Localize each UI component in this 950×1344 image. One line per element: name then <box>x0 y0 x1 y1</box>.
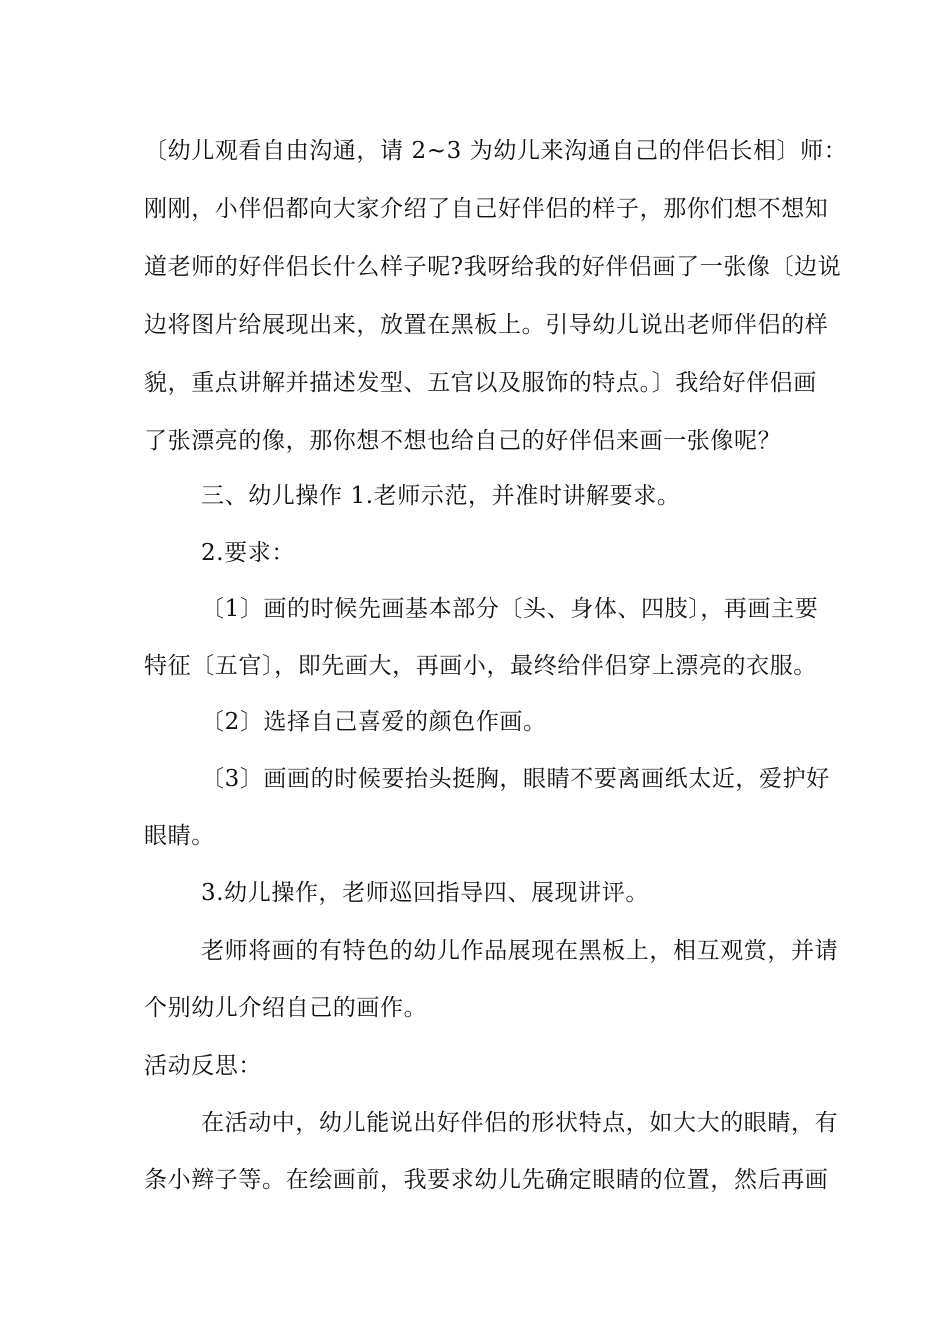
text-line: 个别幼儿介绍自己的画作。 <box>144 995 428 1021</box>
text-line: 道老师的好伴侣长什么样子呢?我呀给我的好伴侣画了一张像〔边说 <box>144 254 842 280</box>
text-line: 〔幼儿观看自由沟通，请 2~3 为幼儿来沟通自己的伴侣长相〕师： <box>144 138 848 164</box>
list-item: 〔1〕画的时候先画基本部分〔头、身体、四肢〕，再画主要 <box>201 596 819 622</box>
text-line: 貌，重点讲解并描述发型、五官以及服饰的特点。〕我给好伴侣画 <box>144 370 817 396</box>
section-heading: 活动反思： <box>144 1053 262 1079</box>
section-heading: 三、幼儿操作 1.老师示范，并准时讲解要求。 <box>201 483 681 509</box>
text-line: 刚刚，小伴侣都向大家介绍了自己好伴侣的样子，那你们想不想知 <box>144 196 829 222</box>
text-line: 2.要求： <box>201 540 295 566</box>
text-line: 3.幼儿操作，老师巡回指导四、展现讲评。 <box>201 880 649 906</box>
text-line: 条小辫子等。在绘画前，我要求幼儿先确定眼睛的位置，然后再画 <box>144 1167 829 1193</box>
text-line: 老师将画的有特色的幼儿作品展现在黑板上，相互观赏，并请 <box>201 938 839 964</box>
list-item: 〔2〕选择自己喜爱的颜色作画。 <box>201 709 547 735</box>
text-line: 在活动中，幼儿能说出好伴侣的形状特点，如大大的眼睛，有 <box>201 1110 839 1136</box>
text-line: 了张漂亮的像，那你想不想也给自己的好伴侣来画一张像呢？ <box>144 428 782 454</box>
list-item: 〔3〕画画的时候要抬头挺胸，眼睛不要离画纸太近，爱护好 <box>201 766 830 792</box>
text-line: 特征〔五官〕，即先画大，再画小，最终给伴侣穿上漂亮的衣服。 <box>144 653 817 679</box>
text-line: 眼睛。 <box>144 823 215 849</box>
text-line: 边将图片给展现出来，放置在黑板上。引导幼儿说出老师伴侣的样 <box>144 312 829 338</box>
